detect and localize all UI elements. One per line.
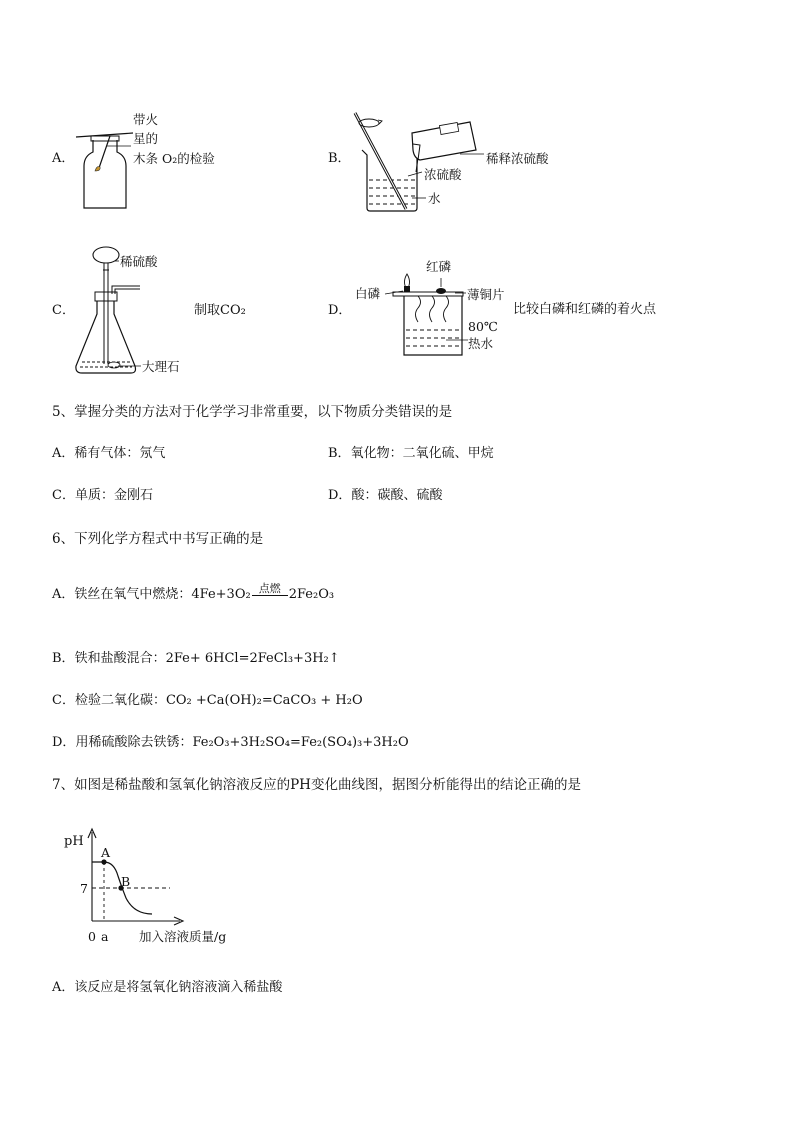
option-d: D．酸：碳酸、硫酸 <box>328 488 443 503</box>
x-axis-label: 加入溶液质量/g <box>139 929 227 944</box>
question-stem: 7、如图是稀盐酸和氢氧化钠溶液反应的PH变化曲线图，据图分析能得出的结论正确的是 <box>52 777 581 793</box>
option-a: A．稀有气体：氖气 <box>52 446 166 461</box>
caption-ignition: 比较白磷和红磷的着火点 <box>513 302 657 317</box>
option-letter: D． <box>328 303 352 318</box>
label-80c: 80℃ <box>468 319 498 334</box>
option-a: A．该反应是将氢氧化钠溶液滴入稀盐酸 <box>52 980 283 995</box>
x-tick-0: 0 <box>88 929 96 944</box>
option-b: B．氧化物：二氧化硫、甲烷 <box>328 446 494 461</box>
question-stem: 6、下列化学方程式中书写正确的是 <box>52 531 264 547</box>
label-mutiao: 木条 O₂的检验 <box>133 151 215 166</box>
option-letter: A． <box>52 151 75 166</box>
label-daihuo: 带火 <box>133 112 159 127</box>
option-a: A．铁丝在氧气中燃烧：4Fe+3O₂ 点燃 2Fe₂O₃ <box>52 583 334 606</box>
y-axis-label: pH <box>64 834 84 849</box>
label-nongliusuan: 浓硫酸 <box>424 167 462 182</box>
label-tongpian: 薄铜片 <box>467 287 505 302</box>
option-c: C．单质：金刚石 <box>52 488 153 503</box>
x-tick-a: a <box>101 929 109 944</box>
label-honglin: 红磷 <box>426 259 452 274</box>
caption-co2: 制取CO₂ <box>194 303 246 318</box>
label-xishi: 稀释浓硫酸 <box>486 151 549 166</box>
option-letter: C． <box>52 303 75 318</box>
point-label-a: A <box>101 845 111 860</box>
point-label-b: B <box>121 874 131 889</box>
point-a <box>101 859 106 864</box>
reaction-condition: 点燃 <box>252 583 288 606</box>
label-dalishi: 大理石 <box>142 359 180 374</box>
question-stem: 5、掌握分类的方法对于化学学习非常重要，以下物质分类错误的是 <box>52 404 453 420</box>
y-tick-7: 7 <box>80 881 88 896</box>
option-d: D．用稀硫酸除去铁锈：Fe₂O₃+3H₂SO₄=Fe₂(SO₄)₃+3H₂O <box>52 735 409 750</box>
label-xiliusuan: 稀硫酸 <box>120 254 158 269</box>
label-bailin: 白磷 <box>355 286 381 301</box>
option-letter: B． <box>328 151 351 166</box>
label-reshui: 热水 <box>468 336 494 351</box>
option-c: C．检验二氧化碳：CO₂ +Ca(OH)₂=CaCO₃ + H₂O <box>52 693 363 708</box>
label-xingde: 星的 <box>133 131 159 146</box>
option-b: B．铁和盐酸混合：2Fe+ 6HCl=2FeCl₃+3H₂↑ <box>52 651 340 666</box>
label-shui: 水 <box>428 191 441 206</box>
